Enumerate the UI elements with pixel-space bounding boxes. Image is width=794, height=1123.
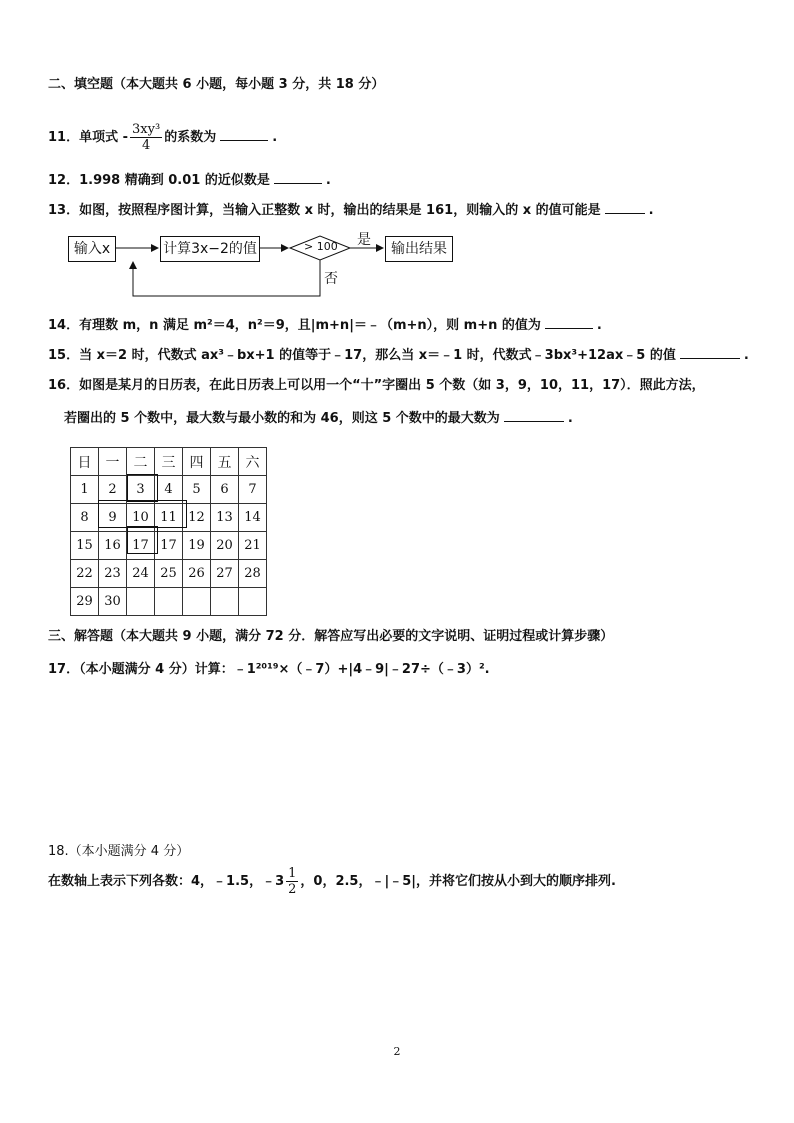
q18-suffix: ，0，2.5，﹣|﹣5|，并将它们按从小到大的顺序排列. xyxy=(300,874,616,889)
q18-frac-numerator: 1 xyxy=(288,866,297,881)
calendar-cell: 15 xyxy=(71,532,99,560)
calendar-cell: 16 xyxy=(99,532,127,560)
question-18-body xyxy=(48,866,616,897)
flow-compute-box: 计算3x−2的值 xyxy=(160,236,260,262)
flow-condition-label: > 100 xyxy=(304,240,338,253)
calendar-cell: 7 xyxy=(239,476,267,504)
calendar-cell: 10 xyxy=(127,504,155,532)
q13-text: 13．如图，按照程序图计算，当输入正整数 x 时，输出的结果是 161，则输入的 x 的值可能是 xyxy=(48,203,601,218)
question-16-line1: 16．如图是某月的日历表，在此日历表上可以用一个“十”字圈出 5 个数（如 3，9，10，11，17）．照此方法， xyxy=(48,378,705,393)
calendar-cell xyxy=(211,588,239,616)
q12-text: 12．1.998 精确到 0.01 的近似数是 xyxy=(48,173,270,188)
flow-yes-label: 是 xyxy=(357,232,371,248)
calendar-cell: 29 xyxy=(71,588,99,616)
q11-frac-denominator: 4 xyxy=(141,138,151,153)
calendar-cell: 22 xyxy=(71,560,99,588)
calendar-cell: 30 xyxy=(99,588,127,616)
q14-answer-blank[interactable] xyxy=(545,316,593,329)
q15-text: 15．当 x＝2 时，代数式 ax³﹣bx+1 的值等于﹣17，那么当 x＝﹣1 时，代数式﹣3bx³+12ax﹣5 的值 xyxy=(48,348,676,363)
calendar-cell: 25 xyxy=(155,560,183,588)
q11-prefix: 11．单项式 - xyxy=(48,130,129,145)
calendar-cell xyxy=(183,588,211,616)
calendar-cell xyxy=(127,588,155,616)
page-number: 2 xyxy=(393,1045,401,1058)
q18-fraction xyxy=(286,866,298,897)
calendar-cell: 21 xyxy=(239,532,267,560)
calendar-cell: 9 xyxy=(99,504,127,532)
calendar-cell: 13 xyxy=(211,504,239,532)
cross-highlight-middle xyxy=(98,500,187,528)
calendar-cell: 26 xyxy=(183,560,211,588)
q11-frac-numerator: 3xy³ xyxy=(132,122,161,137)
q14-text: 14．有理数 m，n 满足 m²＝4，n²＝9，且|m+n|＝﹣（m+n），则 m+n 的值为 xyxy=(48,318,541,333)
calendar-header-cell: 日 xyxy=(71,448,99,476)
calendar-cell: 5 xyxy=(183,476,211,504)
calendar-header-cell: 二 xyxy=(127,448,155,476)
calendar-header-cell: 五 xyxy=(211,448,239,476)
flow-input-box: 输入x xyxy=(68,236,116,262)
flowchart-connectors xyxy=(0,0,794,320)
calendar-cell: 27 xyxy=(211,560,239,588)
q16-end: . xyxy=(567,411,573,426)
calendar-cell: 17 xyxy=(155,532,183,560)
calendar-cell xyxy=(239,588,267,616)
calendar-cell: 24 xyxy=(127,560,155,588)
q16-answer-blank[interactable] xyxy=(504,409,564,422)
calendar-cell: 19 xyxy=(183,532,211,560)
cross-highlight-top xyxy=(127,474,158,502)
calendar-cell: 2 xyxy=(99,476,127,504)
calendar-header-cell: 六 xyxy=(239,448,267,476)
question-18-title: 18.（本小题满分 4 分） xyxy=(48,844,190,859)
question-17: 17．（本小题满分 4 分）计算：﹣1²⁰¹⁹×（﹣7）+|4﹣9|﹣27÷（﹣3）². xyxy=(48,662,490,677)
cross-highlight-bottom xyxy=(127,526,158,554)
calendar-cell xyxy=(155,588,183,616)
q18-prefix: 在数轴上表示下列各数：4，﹣1.5，﹣3 xyxy=(48,874,285,889)
calendar-cell: 8 xyxy=(71,504,99,532)
question-16-line2 xyxy=(64,409,573,428)
section2-heading: 二、填空题（本大题共 6 小题，每小题 3 分，共 18 分） xyxy=(48,77,385,92)
calendar-header-row xyxy=(71,448,267,476)
q12-end: . xyxy=(325,173,331,188)
calendar-header-cell: 四 xyxy=(183,448,211,476)
calendar-header-cell: 三 xyxy=(155,448,183,476)
calendar-cell: 11 xyxy=(155,504,183,532)
q11-suffix: 的系数为 xyxy=(164,130,217,145)
calendar-table xyxy=(70,447,267,616)
q13-end: . xyxy=(648,203,654,218)
q16-text: 若圈出的 5 个数中，最大数与最小数的和为 46，则这 5 个数中的最大数为 xyxy=(64,411,500,426)
q15-answer-blank[interactable] xyxy=(680,346,740,359)
calendar-cell: 17 xyxy=(127,532,155,560)
question-15 xyxy=(48,346,749,365)
section3-heading: 三、解答题（本大题共 9 小题，满分 72 分．解答应写出必要的文字说明、证明过程或计算步骤） xyxy=(48,629,614,644)
calendar-cell: 20 xyxy=(211,532,239,560)
calendar-cell: 14 xyxy=(239,504,267,532)
calendar-cell: 6 xyxy=(211,476,239,504)
q14-end: . xyxy=(596,318,602,333)
calendar-cell: 23 xyxy=(99,560,127,588)
flow-output-box: 输出结果 xyxy=(385,236,453,262)
q11-end: . xyxy=(272,130,278,145)
calendar-cell: 12 xyxy=(183,504,211,532)
calendar-row xyxy=(71,560,267,588)
calendar-cell: 4 xyxy=(155,476,183,504)
flow-no-label: 否 xyxy=(324,271,338,287)
calendar-cell: 1 xyxy=(71,476,99,504)
calendar-row xyxy=(71,532,267,560)
q15-end: . xyxy=(743,348,749,363)
calendar-cell: 3 xyxy=(127,476,155,504)
question-14 xyxy=(48,316,602,335)
calendar-header-cell: 一 xyxy=(99,448,127,476)
q18-frac-denominator: 2 xyxy=(288,882,297,897)
calendar-row xyxy=(71,588,267,616)
calendar-cell: 28 xyxy=(239,560,267,588)
